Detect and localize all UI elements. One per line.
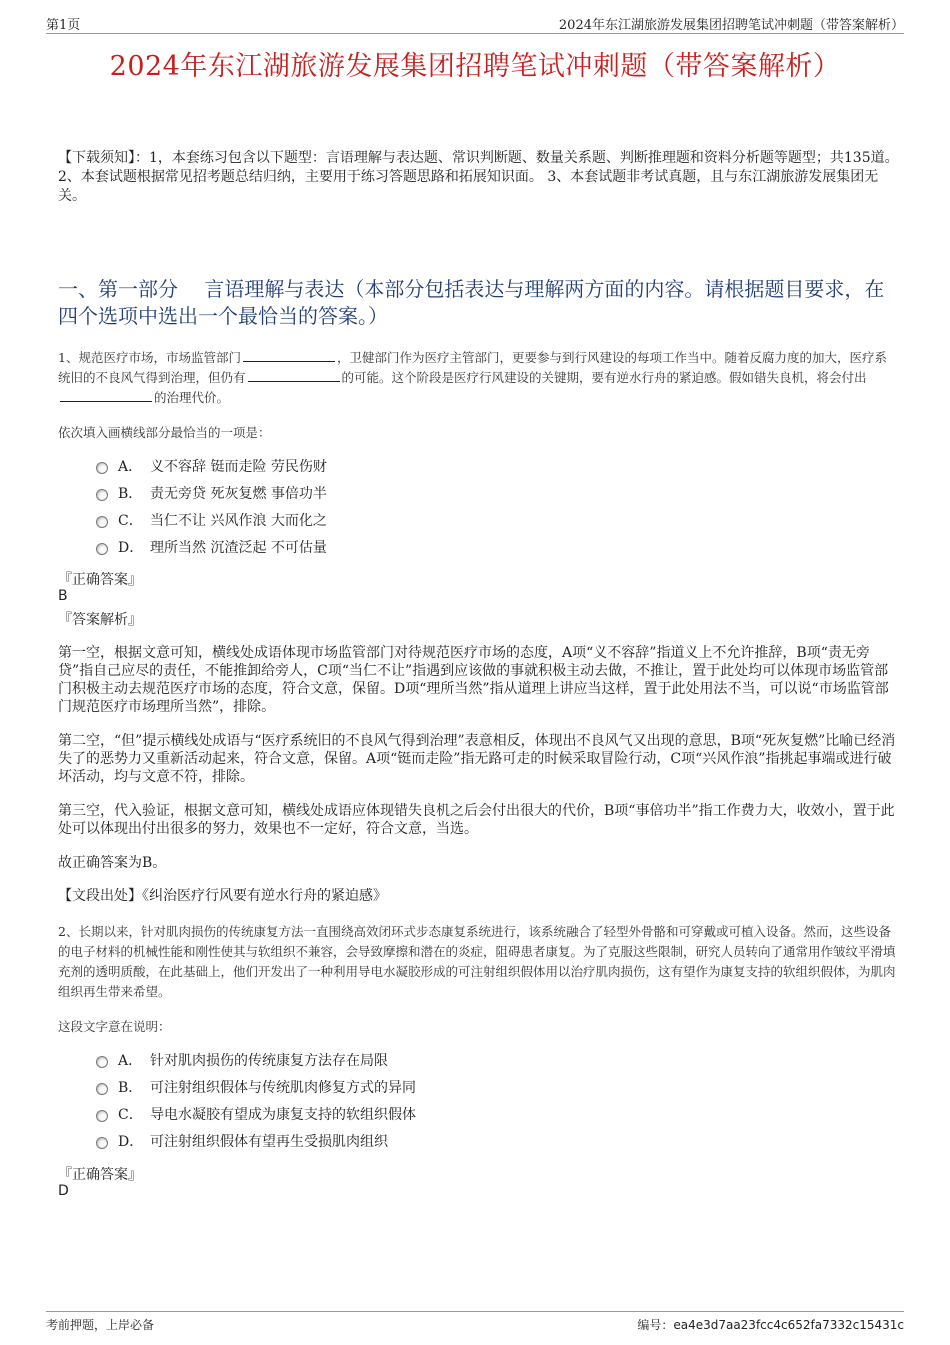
option-text: 针对肌肉损伤的传统康复方法存在局限 (150, 1052, 388, 1069)
question-1-part-3: 的可能。这个阶段是医疗行风建设的关键期，要有逆水行舟的紧迫感。假如错失良机，将会付出 (341, 370, 867, 385)
header-doc-title: 2024年东江湖旅游发展集团招聘笔试冲刺题（带答案解析） (558, 18, 904, 33)
question-1-part-4: 的治理代价。 (154, 390, 230, 405)
option-text: 当仁不让 兴风作浪 大而化之 (150, 512, 327, 529)
footer-slogan: 考前押题，上岸必备 (46, 1318, 155, 1332)
radio-icon[interactable] (96, 516, 108, 528)
option-text: 可注射组织假体与传统肌肉修复方式的异同 (150, 1079, 416, 1096)
radio-icon[interactable] (96, 1056, 108, 1068)
option-d[interactable] (96, 533, 327, 560)
footer-doc-id (637, 1316, 904, 1333)
question-2-text: 2、长期以来，针对肌肉损伤的传统康复方法一直围绕高效闭环式步态康复系统进行，该系统融合了轻型外骨骼和可穿戴或可植入设备。然而，这些设备的电子材料的机械性能和刚性使其与软组织不兼容，会导致摩擦和潜在的炎症，阻碍患者康复。为了克服这些限制，研究人员转向了通常用作皱纹平滑填充剂的透明质酸，在此基础上，他们开发出了一种利用导电水凝胶形成的可注射组织假体用以治疗肌肉损伤，这有望作为康复支持的软组织假体，为肌肉组织再生带来希望。 (58, 924, 896, 999)
option-text: 义不容辞 铤而走险 劳民伤财 (150, 458, 327, 475)
question-1-part-1: 1、规范医疗市场，市场监管部门 (58, 350, 241, 365)
correct-answer-value: B (58, 588, 68, 604)
header-divider (46, 33, 904, 34)
radio-icon[interactable] (96, 543, 108, 555)
correct-answer-label: 『正确答案』 (58, 572, 142, 588)
analysis-paragraph-2: 第二空，“但”提示横线处成语与“医疗系统旧的不良风气得到治理”表意相反，体现出不良风气又出现的意思，B项“死灰复燃”比喻已经消失了的恶势力又重新活动起来，符合文意，保留。A项“铤而走险”指无路可走的时候采取冒险行动，C项“兴风作浪”指挑起事端或进行破坏活动，均与文意不符，排除。 (58, 733, 896, 785)
option-b[interactable] (96, 479, 327, 506)
option-letter: A． (118, 1052, 143, 1069)
doc-id-value: ea4e3d7aa23fcc4c652fa7332c15431c (673, 1318, 904, 1332)
radio-icon[interactable] (96, 1110, 108, 1122)
header-page-number: 第1页 (46, 18, 81, 33)
question-2-prompt: 这段文字意在说明： (58, 1019, 171, 1034)
option-text: 理所当然 沉渣泛起 不可估量 (150, 539, 327, 556)
question-1-prompt: 依次填入画横线部分最恰当的一项是： (58, 425, 271, 440)
option-text: 责无旁贷 死灰复燃 事倍功半 (150, 485, 327, 502)
option-text: 导电水凝胶有望成为康复支持的软组织假体 (150, 1106, 416, 1123)
analysis-paragraph-1: 第一空，根据文意可知，横线处成语体现市场监管部门对待规范医疗市场的态度，A项“义不容辞”指道义上不允许推辞，B项“责无旁贷”指自己应尽的责任，不能推卸给旁人，C项“当仁不让”指遇到应该做的事就积极主动去做，不推让，置于此处均可以体现市场监管部门积极主动去规范医疗市场的态度，符合文意，保留。D项“理所当然”指从道理上讲应当这样，置于此处用法不当，可以说“市场监管部门规范医疗市场理所当然”，排除。 (58, 645, 889, 715)
option-b[interactable] (96, 1073, 416, 1100)
analysis-label: 『答案解析』 (58, 612, 142, 628)
option-letter: D． (118, 539, 144, 556)
option-text: 可注射组织假体有望再生受损肌肉组织 (150, 1133, 388, 1150)
option-d[interactable] (96, 1127, 416, 1154)
option-a[interactable] (96, 1046, 416, 1073)
footer-divider (46, 1311, 904, 1312)
download-notice: 【下载须知】：1，本套练习包含以下题型：言语理解与表达题、常识判断题、数量关系题、判断推理题和资料分析题等题型；共135道。 2、本套试题根据常见招考题总结归纳，主要用于练习答题思路和拓展知识面。 3、本套试题非考试真题，且与东江湖旅游发展集团无关。 (58, 150, 899, 204)
radio-icon[interactable] (96, 462, 108, 474)
option-a[interactable] (96, 452, 327, 479)
radio-icon[interactable] (96, 489, 108, 501)
correct-answer-label: 『正确答案』 (58, 1167, 142, 1183)
question-1-part-2: ，卫健部门作为医疗主管部门，更要参与到行风建设的每项工作当中。随着反腐力度的加大，医疗系统旧的不良风气得到治理，但仍有 (58, 350, 887, 385)
question-2-options (96, 1046, 416, 1154)
option-letter: C． (118, 1106, 143, 1123)
answer-blank (248, 369, 340, 382)
question-1-options (96, 452, 327, 560)
section-heading: 一、第一部分 言语理解与表达（本部分包括表达与理解两方面的内容。请根据题目要求，在四个选项中选出一个最恰当的答案。） (58, 277, 885, 328)
question-1-text (58, 348, 898, 408)
page-title: 2024年东江湖旅游发展集团招聘笔试冲刺题（带答案解析） (109, 51, 841, 82)
radio-icon[interactable] (96, 1137, 108, 1149)
correct-answer-value: D (58, 1183, 69, 1199)
analysis-paragraph-3: 第三空，代入验证，根据文意可知，横线处成语应体现错失良机之后会付出很大的代价，B项“事倍功半”指工作费力大，收效小，置于此处可以体现出付出很多的努力，效果也不一定好，符合文意，当选。 (58, 803, 895, 837)
answer-blank (60, 389, 152, 402)
answer-blank (243, 349, 335, 362)
doc-id-label: 编号： (637, 1318, 674, 1332)
option-c[interactable] (96, 506, 327, 533)
option-letter: A． (118, 458, 143, 475)
source-citation: 【文段出处】《纠治医疗行风要有逆水行舟的紧迫感》 (58, 888, 387, 904)
option-c[interactable] (96, 1100, 416, 1127)
option-letter: C． (118, 512, 143, 529)
analysis-conclusion: 故正确答案为B。 (58, 855, 167, 871)
option-letter: B． (118, 485, 143, 502)
option-letter: D． (118, 1133, 144, 1150)
radio-icon[interactable] (96, 1083, 108, 1095)
option-letter: B． (118, 1079, 143, 1096)
